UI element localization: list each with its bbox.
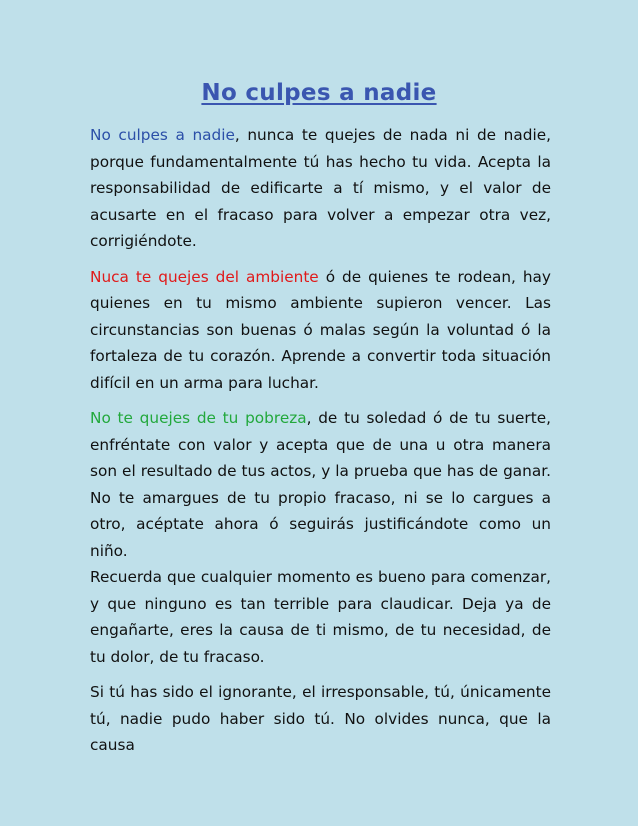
paragraph-3-highlight: No te quejes de tu pobreza xyxy=(90,409,307,427)
paragraph-3-text: , de tu soledad ó de tu suerte, enfréntate con valor y acepta que de una u otra manera son el resultado de tus actos, y la prueba que has de ganar. No te amargues de tu propio fracaso, ni se lo cargues a otro, acéptate ahora ó seguirás justificándote como un niño. xyxy=(90,409,551,560)
paragraph-5 xyxy=(90,679,551,759)
paragraph-2-text: ó de quienes te rodean, hay quienes en tu mismo ambiente supieron vencer. Las circunstancias son buenas ó malas según la voluntad ó la fortaleza de tu corazón. Aprende a convertir toda situación difícil en un arma para luchar. xyxy=(90,267,551,392)
paragraph-4 xyxy=(90,564,551,670)
paragraph-2-highlight: Nuca te quejes del ambiente xyxy=(90,267,319,286)
paragraph-5-text: Si tú has sido el ignorante, el irresponsable, tú, únicamente tú, nadie pudo haber sido tú. No olvides nunca, que la causa xyxy=(90,683,551,754)
paragraph-2 xyxy=(90,264,551,397)
paragraph-1-highlight: No culpes a nadie xyxy=(90,126,235,144)
paragraph-4-text: Recuerda que cualquier momento es bueno para comenzar, y que ninguno es tan terrible para claudicar. Deja ya de engañarte, eres la causa de ti mismo, de tu necesidad, de tu dolor, de tu fracaso. xyxy=(90,568,551,666)
paragraph-1-text: , nunca te quejes de nada ni de nadie, porque fundamentalmente tú has hecho tu vida. Acepta la responsabilidad de edificarte a tí mismo, y el valor de acusarte en el fracaso para volver a empezar otra vez, corrigiéndote. xyxy=(90,126,551,250)
paragraph-1 xyxy=(90,122,551,255)
paragraph-3 xyxy=(90,405,551,564)
page-title: No culpes a nadie xyxy=(201,80,437,106)
document-body xyxy=(90,122,551,768)
